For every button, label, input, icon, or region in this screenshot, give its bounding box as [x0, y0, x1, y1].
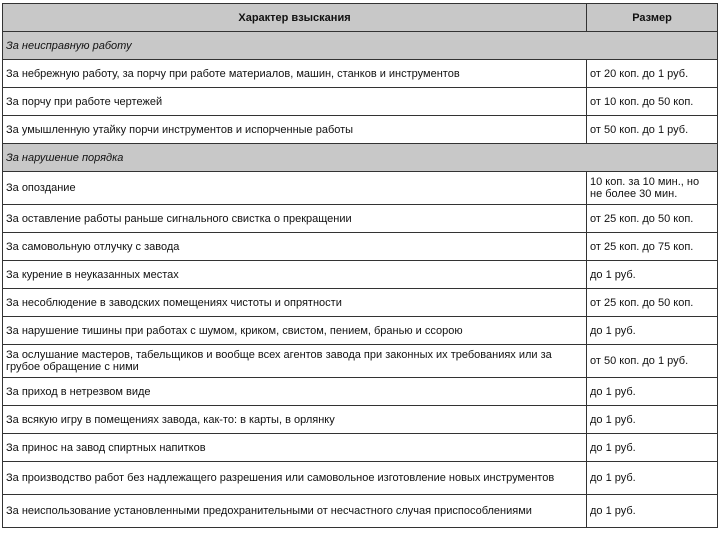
table-row — [3, 317, 718, 345]
amount-cell: от 25 коп. до 50 коп. — [587, 289, 718, 317]
table-row — [3, 462, 718, 495]
table-row — [3, 289, 718, 317]
amount-cell: от 10 коп. до 50 коп. — [587, 88, 718, 116]
offense-cell: За самовольную отлучку с завода — [3, 233, 587, 261]
amount-cell: от 50 коп. до 1 руб. — [587, 345, 718, 378]
offense-cell: За оставление работы раньше сигнального свистка о прекращении — [3, 205, 587, 233]
offense-cell: За нарушение тишины при работах с шумом, криком, свистом, пением, бранью и ссорою — [3, 317, 587, 345]
header-amount: Размер — [587, 4, 718, 32]
amount-cell: до 1 руб. — [587, 462, 718, 495]
offense-cell: За умышленную утайку порчи инструментов и испорченные работы — [3, 116, 587, 144]
section-row — [3, 32, 718, 60]
table-row — [3, 406, 718, 434]
offense-cell: За небрежную работу, за порчу при работе материалов, машин, станков и инструментов — [3, 60, 587, 88]
section-title: За нарушение порядка — [3, 144, 718, 172]
table-row — [3, 345, 718, 378]
amount-cell: до 1 руб. — [587, 434, 718, 462]
table-row — [3, 434, 718, 462]
table-row — [3, 60, 718, 88]
offense-cell: За принос на завод спиртных напитков — [3, 434, 587, 462]
section-title: За неисправную работу — [3, 32, 718, 60]
header-offense: Характер взыскания — [3, 4, 587, 32]
amount-cell: до 1 руб. — [587, 378, 718, 406]
offense-cell: За порчу при работе чертежей — [3, 88, 587, 116]
fines-table — [2, 3, 718, 528]
offense-cell: За всякую игру в помещениях завода, как-то: в карты, в орлянку — [3, 406, 587, 434]
table-row — [3, 172, 718, 205]
table-row — [3, 233, 718, 261]
table-row — [3, 261, 718, 289]
amount-cell: от 25 коп. до 75 коп. — [587, 233, 718, 261]
offense-cell: За ослушание мастеров, табельщиков и вообще всех агентов завода при законных их требованиях или за грубое обращение с ними — [3, 345, 587, 378]
offense-cell: За опоздание — [3, 172, 587, 205]
amount-cell: 10 коп. за 10 мин., но не более 30 мин. — [587, 172, 718, 205]
amount-cell: до 1 руб. — [587, 495, 718, 528]
table-row — [3, 116, 718, 144]
amount-cell: от 25 коп. до 50 коп. — [587, 205, 718, 233]
amount-cell: от 50 коп. до 1 руб. — [587, 116, 718, 144]
table-row — [3, 88, 718, 116]
amount-cell: до 1 руб. — [587, 406, 718, 434]
offense-cell: За курение в неуказанных местах — [3, 261, 587, 289]
offense-cell: За несоблюдение в заводских помещениях чистоты и опрятности — [3, 289, 587, 317]
table-row — [3, 495, 718, 528]
amount-cell: до 1 руб. — [587, 317, 718, 345]
offense-cell: За производство работ без надлежащего разрешения или самовольное изготовление новых инструментов — [3, 462, 587, 495]
table-row — [3, 205, 718, 233]
table-row — [3, 378, 718, 406]
offense-cell: За неиспользование установленными предохранительными от несчастного случая приспособлениями — [3, 495, 587, 528]
offense-cell: За приход в нетрезвом виде — [3, 378, 587, 406]
section-row — [3, 144, 718, 172]
amount-cell: от 20 коп. до 1 руб. — [587, 60, 718, 88]
header-row — [3, 4, 718, 32]
amount-cell: до 1 руб. — [587, 261, 718, 289]
